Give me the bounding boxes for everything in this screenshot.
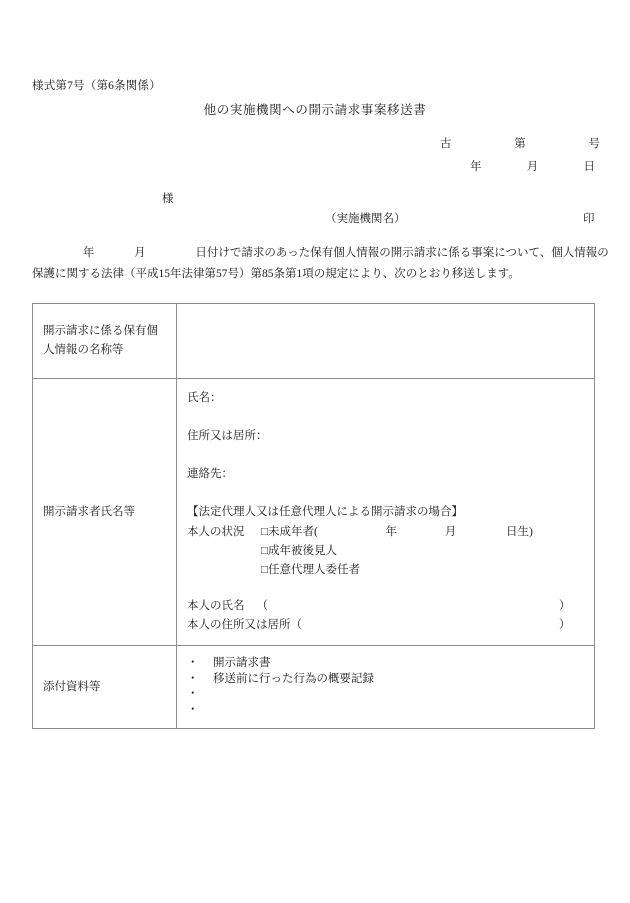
body-date-month: 月 [134,247,146,259]
agent-minor-year: 年 [385,526,398,538]
body-paragraph [32,243,609,285]
row-label-cell-requester [33,379,177,646]
row-value-cell-requester[interactable] [177,379,595,646]
agent-option-minor-text: 未成年者( [267,526,318,538]
principal-address-line[interactable] [187,616,587,635]
row-label-cell-attachments [33,646,177,729]
requester-fields [177,379,594,645]
principal-address-open-paren: （ [290,619,302,631]
principal-info-block [187,597,594,635]
bullet-icon: ・ [187,657,199,669]
principal-name-close-paren: ） [559,600,571,612]
doc-date-month: 月 [526,161,539,173]
table-row [33,304,595,379]
field-label-name: 氏名： [187,392,222,404]
list-item [187,672,594,688]
row-value-cell-record-name[interactable] [177,304,595,379]
row-label-attachments: 添付資料等 [43,680,101,693]
checkbox-icon-guardianship[interactable]: □ [261,545,268,557]
body-date-year: 年 [82,247,95,259]
agent-minor-day: 日生) [506,526,533,538]
body-line-1-text: 日付けで請求のあった保有個人情報の開示請求に係る事案について、個人情報の [195,247,609,259]
list-item [187,703,594,719]
body-paragraph-line-1 [32,243,609,264]
checkbox-icon-minor[interactable]: □ [261,526,268,538]
attachment-item-text: 移送前に行った行為の概要記録 [213,672,374,685]
list-item [187,656,594,672]
doc-number-label: 第 [514,138,526,150]
agent-status-label: 本人の状況 [187,526,245,538]
form-number-label: 様式第7号（第6条関係） [32,80,161,92]
checkbox-icon-voluntary[interactable]: □ [261,564,268,576]
principal-address-close-paren: ） [559,619,571,631]
bullet-icon: ・ [187,688,199,700]
table-row [33,646,595,729]
document-date-row [440,158,600,174]
principal-name-line[interactable] [187,597,587,616]
principal-name-open-paren: （ [256,600,268,612]
page-title: 他の実施機関への開示請求事案移送書 [203,103,427,117]
row-label-record-name: 開示請求に係る保有個人情報の名称等 [43,325,158,356]
body-paragraph-line-2 [32,264,598,285]
agent-status-guardianship-option[interactable] [187,542,594,561]
attachment-list-wrapper [177,646,594,728]
agent-status-voluntary-option[interactable] [187,561,594,580]
attachment-item-text: 開示請求書 [213,657,271,669]
bullet-icon: ・ [187,703,199,716]
field-label-address: 住所又は居所： [187,430,268,442]
row-label-requester: 開示請求者氏名等 [43,505,135,518]
seal-mark: 印 [583,213,595,225]
document-number-block [440,135,600,174]
row-label-cell-record-name [33,304,177,379]
field-label-contact: 連絡先： [187,468,233,480]
transfer-form-table [32,303,595,729]
doc-date-year: 年 [470,161,482,173]
agent-status-minor-option[interactable] [187,523,594,542]
principal-address-label: 本人の住所又は居所 [187,619,291,631]
row-value-record-name [177,331,594,351]
bullet-icon: ・ [187,672,199,685]
table-row [33,379,595,646]
document-number-row [440,135,600,151]
addressee-honorific: 様 [162,193,174,205]
agent-option-voluntary-text: 任意代理人委任者 [267,564,360,576]
agent-section [187,503,594,580]
doc-number-suffix: 号 [588,138,600,150]
doc-date-day: 日 [583,161,595,173]
principal-name-label: 本人の氏名 [187,600,245,612]
agent-section-heading: 【法定代理人又は任意代理人による開示請求の場合】 [187,506,463,518]
list-item [187,687,594,703]
body-line-2-text: 保護に関する法律（平成15年法律第57号）第85条第1項の規定により、次のとおり移送します。 [32,268,520,280]
agent-option-guardianship-text: 成年被後見人 [267,545,337,557]
issuer-organization-placeholder: （実施機関名） [325,213,406,225]
attachment-list [187,656,594,718]
row-value-cell-attachments[interactable] [177,646,595,729]
agent-minor-month: 月 [444,526,457,538]
doc-number-prefix: 古 [440,138,452,150]
